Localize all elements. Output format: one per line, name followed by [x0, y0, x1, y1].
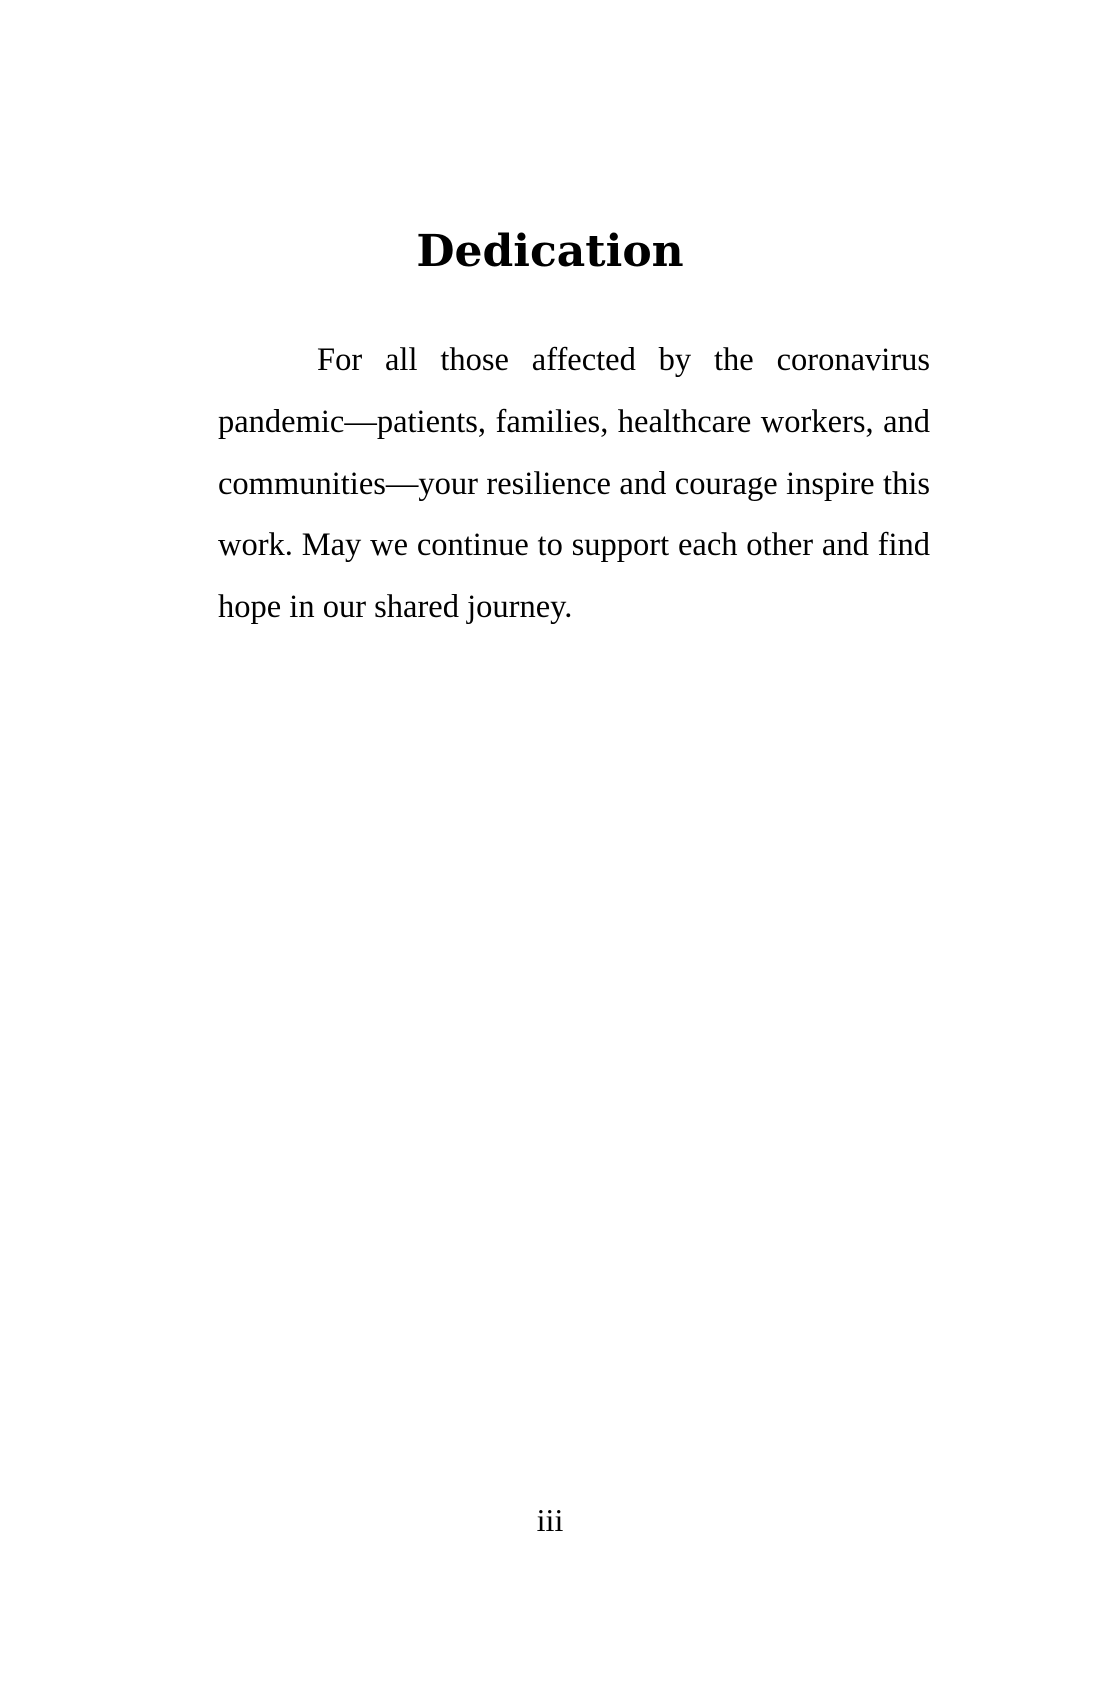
page-number: iii — [536, 1502, 564, 1538]
dedication-paragraph: For all those affected by the coronavirus pandemic—patients, families, healthcare workers, and communities—your resilience and courage inspire this work. May we continue to support each other and find hope in our shared journey. — [218, 342, 930, 626]
page-title: Dedication — [416, 226, 684, 277]
